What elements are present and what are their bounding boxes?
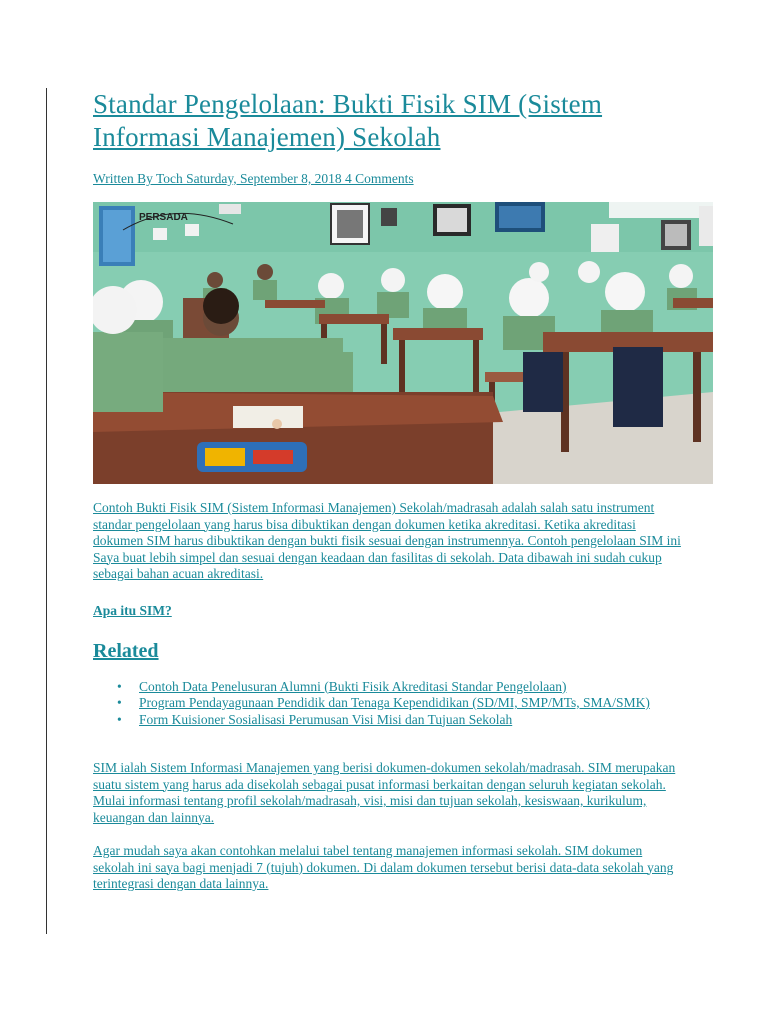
banner-text: PERSADA xyxy=(139,212,188,223)
article-meta[interactable] xyxy=(93,170,683,188)
sim-definition-paragraph[interactable] xyxy=(93,760,683,826)
article xyxy=(93,88,683,893)
related-item-link[interactable]: Program Pendayagunaan Pendidik dan Tenaga Kependidikan (SD/MI, SMP/MTs, SMA/SMK) xyxy=(139,695,650,710)
related-heading[interactable] xyxy=(93,639,683,663)
article-title[interactable] xyxy=(93,88,683,154)
sim-table-paragraph[interactable] xyxy=(93,843,683,893)
meta-link[interactable]: Written By Toch Saturday, September 8, 2018 4 Comments xyxy=(93,171,414,186)
related-item[interactable] xyxy=(93,695,683,712)
question-heading[interactable] xyxy=(93,603,683,619)
related-heading-link[interactable]: Related xyxy=(93,639,159,662)
sim-table-link[interactable]: Agar mudah saya akan contohkan melalui tabel tentang manajemen informasi sekolah. SIM dokumen sekolah ini saya bagi menjadi 7 (tujuh) dokumen. Di dalam dokumen tersebut berisi data-data sekolah yang terintegrasi dengan data lainnya. xyxy=(93,843,674,891)
intro-paragraph-link[interactable]: Contoh Bukti Fisik SIM (Sistem Informasi Manajemen) Sekolah/madrasah adalah salah satu instrument standar pengelolaan yang harus bisa dibuktikan dengan dokumen ketika akreditasi. Ketika akreditasi dokumen SIM harus dibuktikan dengan bukti fisik sesuai dengan instrumennya. Contoh pengelolaan SIM ini Saya buat lebih simpel dan sesuai dengan keadaan dan fasilitas di sekolah. Data dibawah ini sudah cukup sebagai bahan acuan akreditasi. xyxy=(93,500,681,581)
page-left-rule xyxy=(46,88,47,934)
related-list xyxy=(93,679,683,729)
related-item[interactable] xyxy=(93,679,683,696)
sim-definition-link[interactable]: SIM ialah Sistem Informasi Manajemen yang berisi dokumen-dokumen sekolah/madrasah. SIM merupakan suatu sistem yang harus ada disekolah sebagai pusat informasi berkaitan dengan seluruh kegiatan sekolah. Mulai informasi tentang profil sekolah/madrasah, visi, misi dan tujuan sekolah, kesiswaan, kurikulum, keuangan dan lainnya. xyxy=(93,760,676,825)
article-title-link[interactable]: Standar Pengelolaan: Bukti Fisik SIM (Sistem Informasi Manajemen) Sekolah xyxy=(93,89,603,152)
intro-paragraph[interactable] xyxy=(93,500,683,583)
related-item-link[interactable]: Contoh Data Penelusuran Alumni (Bukti Fisik Akreditasi Standar Pengelolaan) xyxy=(139,678,567,694)
question-link[interactable]: Apa itu SIM? xyxy=(93,602,172,618)
related-item[interactable] xyxy=(93,712,683,729)
related-item-link[interactable]: Form Kuisioner Sosialisasi Perumusan Visi Misi dan Tujuan Sekolah xyxy=(139,711,513,727)
classroom-photo xyxy=(93,202,713,484)
